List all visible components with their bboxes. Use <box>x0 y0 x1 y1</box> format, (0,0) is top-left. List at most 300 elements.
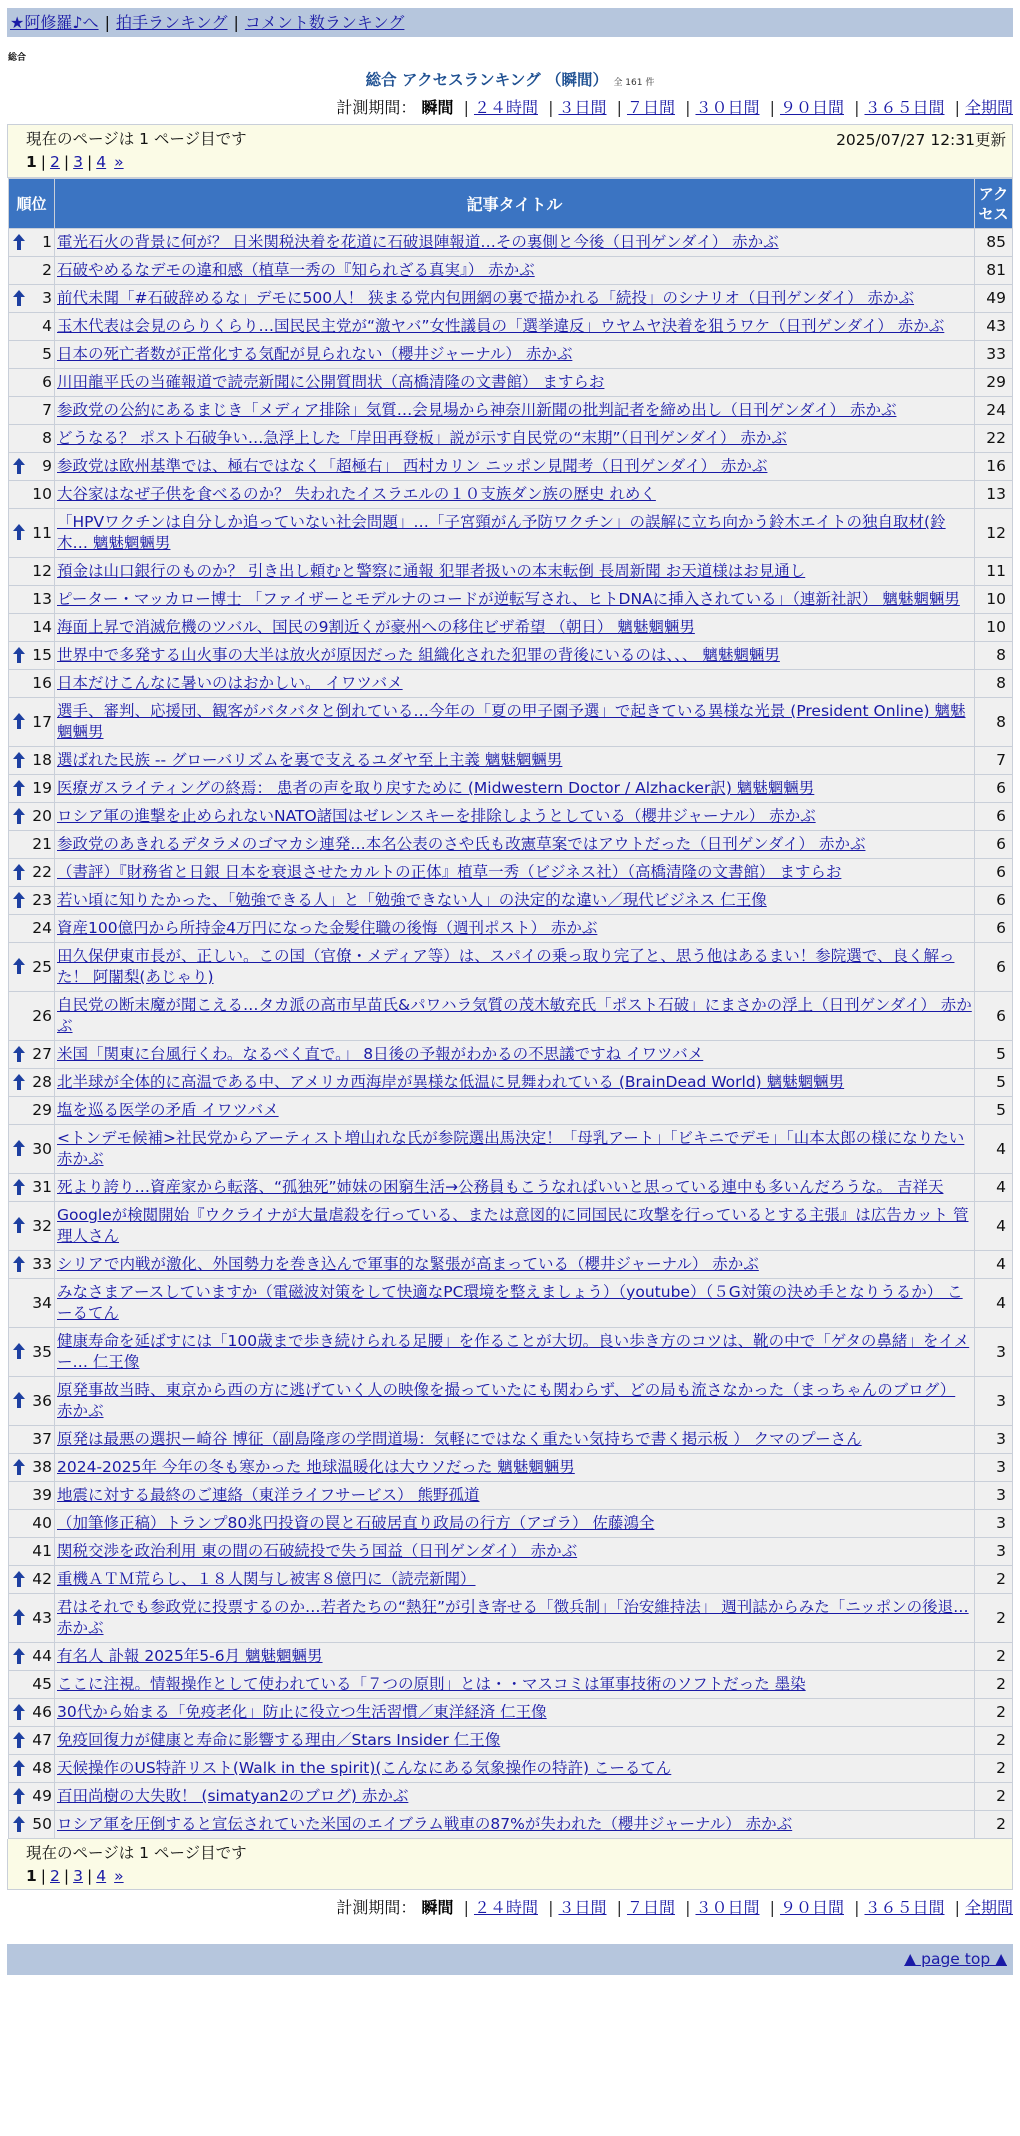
article-link[interactable]: 選手、審判、応援団、観客がバタバタと倒れている…今年の「夏の甲子園予選」で起きている異様な光景 (President Online) 魑魅魍魎男 <box>57 702 966 741</box>
up-arrow-icon <box>13 1459 25 1475</box>
clap-ranking-link[interactable]: 拍手ランキング <box>115 13 228 32</box>
access-count: 13 <box>975 481 1013 509</box>
bottom-bar <box>7 1944 1013 1975</box>
access-count: 12 <box>975 509 1013 558</box>
up-arrow-icon <box>13 234 25 250</box>
title-cell <box>55 887 975 915</box>
article-link[interactable]: 田久保伊東市長が、正しい。この国（官僚・メディア等）は、スパイの乗っ取り完了と、思う他はあるまい！参院選で、良く解った！ 阿闍梨(あじゃり) <box>57 947 955 986</box>
period-all-link[interactable]: 全期間 <box>964 98 1013 117</box>
title-cell <box>55 670 975 698</box>
article-link[interactable]: 参政党は欧州基準では、極右ではなく「超極右」 西村カリン ニッポン見聞考（日刊ゲンダイ） 赤かぶ <box>57 457 768 475</box>
article-link[interactable]: 原発事故当時、東京から西の方に逃げていく人の映像を撮っていたにも関わらず、どの局も流さなかった（まっちゃんのブログ） 赤かぶ <box>57 1381 956 1420</box>
title-cell <box>55 831 975 859</box>
period-365d-link-bottom[interactable]: ３６５日間 <box>864 1898 945 1917</box>
table-row <box>9 1328 1013 1377</box>
up-arrow-icon <box>13 752 25 768</box>
rank-cell <box>9 229 55 257</box>
article-link[interactable]: Googleが検閲開始『ウクライナが大量虐殺を行っている、または意図的に同国民に攻撃を行っているとする主張』は広告カット 管理人さん <box>57 1206 969 1245</box>
table-row <box>9 1454 1013 1482</box>
rank-cell <box>9 1174 55 1202</box>
up-arrow-icon <box>13 1648 25 1664</box>
article-link[interactable]: 石破やめるなデモの違和感（植草一秀の『知られざる真実』） 赤かぶ <box>57 261 535 279</box>
access-count: 16 <box>975 453 1013 481</box>
title-cell <box>55 1328 975 1377</box>
title-cell <box>55 943 975 992</box>
title-cell <box>55 229 975 257</box>
access-count: 3 <box>975 1426 1013 1454</box>
pager-top: 1 | 2 | 3 | 4 » <box>26 153 124 171</box>
rank-number: 39 <box>32 1486 52 1504</box>
rank-cell <box>9 831 55 859</box>
table-row <box>9 1279 1013 1328</box>
title-cell <box>55 1727 975 1755</box>
up-arrow-icon <box>13 1816 25 1832</box>
rank-cell <box>9 285 55 313</box>
article-link[interactable]: 君はそれでも参政党に投票するのか…若者たちの“熱狂”が引き寄せる「徴兵制」「治安維持法」 週刊誌からみた「ニッポンの後退… 赤かぶ <box>57 1598 969 1637</box>
rank-cell <box>9 1643 55 1671</box>
article-link[interactable]: 海面上昇で消滅危機のツバル、国民の9割近くが豪州への移住ビザ希望 （朝日） 魑魅魍魎男 <box>57 618 695 636</box>
rank-cell <box>9 1594 55 1643</box>
article-link[interactable]: 死より誇り…資産家から転落、“孤独死”姉妹の困窮生活→公務員もこうなればいいと思っている連中も多いんだろうな。 吉祥天 <box>57 1178 944 1196</box>
period-365d-link[interactable]: ３６５日間 <box>864 98 945 117</box>
rank-cell <box>9 313 55 341</box>
table-row <box>9 859 1013 887</box>
article-link[interactable]: 塩を巡る医学の矛盾 イワツバメ <box>57 1101 279 1119</box>
access-count: 2 <box>975 1811 1013 1839</box>
table-row <box>9 1202 1013 1251</box>
title-cell <box>55 1538 975 1566</box>
page-title <box>0 68 1020 90</box>
access-count: 29 <box>975 369 1013 397</box>
top-nav-bar: ★阿修羅♪へ | 拍手ランキング | コメント数ランキング <box>7 8 1013 37</box>
table-row <box>9 1510 1013 1538</box>
article-link[interactable]: 関税交渉を政治利用 東の間の石破続投で失う国益（日刊ゲンダイ） 赤かぶ <box>57 1542 578 1560</box>
table-row <box>9 453 1013 481</box>
rank-number: 37 <box>32 1430 52 1448</box>
rank-number: 12 <box>32 562 52 580</box>
period-24h-link-bottom[interactable]: ２４時間 <box>473 1898 538 1917</box>
access-count: 6 <box>975 887 1013 915</box>
comment-ranking-link[interactable]: コメント数ランキング <box>244 13 405 32</box>
table-row <box>9 1643 1013 1671</box>
rank-cell <box>9 1811 55 1839</box>
rank-cell <box>9 257 55 285</box>
header-title: 記事タイトル <box>55 179 975 229</box>
up-arrow-icon <box>13 1179 25 1195</box>
rank-cell <box>9 1482 55 1510</box>
table-row <box>9 747 1013 775</box>
rank-number: 48 <box>32 1759 52 1777</box>
up-arrow-icon <box>13 647 25 663</box>
access-count: 2 <box>975 1594 1013 1643</box>
table-row <box>9 1174 1013 1202</box>
access-count: 10 <box>975 586 1013 614</box>
article-link[interactable]: 日本だけこんなに暑いのはおかしい。 イワツバメ <box>57 674 403 692</box>
article-link[interactable]: 「HPVワクチンは自分しか追っていない社会問題」…「子宮頸がん予防ワクチン」の誤解に立ち向かう鈴木エイトの独自取材(鈴木… 魑魅魍魎男 <box>57 513 946 552</box>
table-row <box>9 257 1013 285</box>
rank-number: 3 <box>42 289 52 307</box>
rank-cell <box>9 481 55 509</box>
rank-cell <box>9 1699 55 1727</box>
title-cell <box>55 1482 975 1510</box>
pager-next[interactable]: » <box>114 153 124 171</box>
table-row <box>9 1069 1013 1097</box>
period-label-bottom: 計測期間： <box>336 1898 417 1917</box>
access-count: 6 <box>975 915 1013 943</box>
table-row <box>9 775 1013 803</box>
rank-number: 11 <box>32 523 52 542</box>
title-cell <box>55 397 975 425</box>
access-count: 4 <box>975 1125 1013 1174</box>
rank-cell <box>9 1377 55 1426</box>
access-count: 6 <box>975 943 1013 992</box>
access-count: 2 <box>975 1783 1013 1811</box>
rank-cell <box>9 397 55 425</box>
up-arrow-icon <box>13 1760 25 1776</box>
article-link[interactable]: 百田尚樹の大失敗！ (simatyan2のブログ) 赤かぶ <box>57 1787 409 1805</box>
rank-number: 15 <box>32 646 52 664</box>
rank-number: 7 <box>42 401 52 419</box>
article-link[interactable]: 健康寿命を延ばすには「100歳まで歩き続けられる足腰」を作ることが大切。良い歩き方のコツは、靴の中で「ゲタの鼻緒」をイメー… 仁王像 <box>57 1332 970 1371</box>
period-90d-link-bottom[interactable]: ９０日間 <box>779 1898 844 1917</box>
up-arrow-icon <box>13 1732 25 1748</box>
table-row <box>9 670 1013 698</box>
article-link[interactable]: 地震に対する最終のご連絡（東洋ライフサービス） 熊野孤道 <box>57 1486 480 1504</box>
pager-page-4[interactable]: 4 <box>96 153 107 171</box>
period-90d-link[interactable]: ９０日間 <box>779 98 844 117</box>
access-count: 11 <box>975 558 1013 586</box>
title-cell <box>55 257 975 285</box>
title-cell <box>55 285 975 313</box>
up-arrow-icon <box>13 524 25 540</box>
table-row <box>9 397 1013 425</box>
period-all-link-bottom[interactable]: 全期間 <box>964 1898 1013 1917</box>
title-cell <box>55 425 975 453</box>
up-arrow-icon <box>13 458 25 474</box>
rank-number: 21 <box>32 835 52 853</box>
title-cell <box>55 1251 975 1279</box>
up-arrow-icon <box>13 1704 25 1720</box>
access-count: 6 <box>975 992 1013 1041</box>
article-link[interactable]: 医療ガスライティングの終焉： 患者の声を取り戻すために (Midwestern Doctor / Alzhacker訳) 魑魅魍魎男 <box>57 779 815 797</box>
pager-page-2[interactable]: 2 <box>50 153 60 171</box>
rank-cell <box>9 558 55 586</box>
title-cell <box>55 775 975 803</box>
title-cell <box>55 369 975 397</box>
table-row <box>9 1671 1013 1699</box>
rank-number: 49 <box>32 1787 52 1805</box>
access-count: 85 <box>975 229 1013 257</box>
table-row <box>9 369 1013 397</box>
title-cell <box>55 915 975 943</box>
pager-bottom: 1 | 2 | 3 | 4 » <box>26 1867 124 1885</box>
title-cell <box>55 1699 975 1727</box>
table-row <box>9 915 1013 943</box>
article-link[interactable]: 原発は最悪の選択ー崎谷 博征（副島隆彦の学問道場：気軽にではなく重たい気持ちで書く掲示板 ） クマのプーさん <box>57 1430 862 1448</box>
rank-cell <box>9 775 55 803</box>
table-row <box>9 1097 1013 1125</box>
up-arrow-icon <box>13 1074 25 1090</box>
access-count: 3 <box>975 1510 1013 1538</box>
table-row <box>9 1377 1013 1426</box>
rank-number: 25 <box>32 957 52 976</box>
table-row <box>9 1699 1013 1727</box>
current-page-text-bottom: 現在のページは 1 ページ目です <box>26 1844 247 1862</box>
rank-number: 26 <box>32 1006 52 1025</box>
access-count: 2 <box>975 1566 1013 1594</box>
rank-cell <box>9 614 55 642</box>
rank-number: 8 <box>42 429 52 447</box>
rank-cell <box>9 698 55 747</box>
rank-number: 19 <box>32 779 52 797</box>
article-link[interactable]: 川田龍平氏の当確報道で読売新聞に公開質問状（高橋清隆の文書館） ますらお <box>57 373 605 391</box>
table-row <box>9 943 1013 992</box>
table-row <box>9 586 1013 614</box>
rank-number: 38 <box>32 1458 52 1476</box>
access-count: 6 <box>975 831 1013 859</box>
pager-page-2-bottom[interactable]: 2 <box>50 1867 60 1885</box>
up-arrow-icon <box>13 892 25 908</box>
period-30d-link[interactable]: ３０日間 <box>695 98 760 117</box>
article-link[interactable]: 免疫回復力が健康と寿命に影響する理由／Stars Insider 仁王像 <box>57 1731 501 1749</box>
article-link[interactable]: 北半球が全体的に高温である中、アメリカ西海岸が異様な低温に見舞われている (BrainDead World) 魑魅魍魎男 <box>57 1073 845 1091</box>
access-count: 81 <box>975 257 1013 285</box>
access-count: 4 <box>975 1174 1013 1202</box>
article-link[interactable]: 前代未聞「#石破辞めるな」デモに500人！ 狭まる党内包囲網の裏で描かれる「続投」のシナリオ（日刊ゲンダイ） 赤かぶ <box>57 289 915 307</box>
rank-cell <box>9 425 55 453</box>
title-cell <box>55 1069 975 1097</box>
article-link[interactable]: 世界中で多発する山火事の大半は放火が原因だった 組織化された犯罪の背後にいるのは、、、 魑魅魍魎男 <box>57 646 780 664</box>
table-row <box>9 1566 1013 1594</box>
period-7d-link-bottom[interactable]: ７日間 <box>626 1898 675 1917</box>
rank-number: 4 <box>42 317 52 335</box>
article-link[interactable]: 自民党の断末魔が聞こえる…タカ派の高市早苗氏&パワハラ気質の茂木敏充氏「ポスト石破」にまさかの浮上（日刊ゲンダイ） 赤かぶ <box>57 996 972 1035</box>
rank-number: 22 <box>32 863 52 881</box>
access-count: 6 <box>975 803 1013 831</box>
table-row <box>9 642 1013 670</box>
access-count: 4 <box>975 1251 1013 1279</box>
rank-cell <box>9 887 55 915</box>
rank-cell <box>9 1069 55 1097</box>
access-count: 4 <box>975 1202 1013 1251</box>
rank-number: 44 <box>32 1647 52 1665</box>
table-row <box>9 313 1013 341</box>
rank-cell <box>9 1755 55 1783</box>
article-link[interactable]: （書評）『財務省と日銀 日本を衰退させたカルトの正体』植草一秀（ビジネス社）（高橋清隆の文書館） ますらお <box>57 863 842 881</box>
article-link[interactable]: ここに注視。情報操作として使われている「７つの原則」とは・・マスコミは軍事技術のソフトだった 墨染 <box>57 1675 806 1693</box>
rank-cell <box>9 341 55 369</box>
rank-cell <box>9 1041 55 1069</box>
rank-cell <box>9 369 55 397</box>
period-selector-top: 計測期間： 瞬間 | ２４時間 | ３日間 | ７日間 | ３０日間 | ９０日間 | ３６５日間 | 全期間 <box>336 98 1013 117</box>
article-link[interactable]: 電光石火の背景に何が？ 日米関税決着を花道に石破退陣報道…その裏側と今後（日刊ゲンダイ） 赤かぶ <box>57 233 779 251</box>
pager-page-4-bottom[interactable]: 4 <box>96 1867 107 1885</box>
access-count: 10 <box>975 614 1013 642</box>
access-count: 3 <box>975 1454 1013 1482</box>
rank-number: 16 <box>32 674 52 692</box>
title-cell <box>55 614 975 642</box>
title-cell <box>55 1510 975 1538</box>
table-row <box>9 831 1013 859</box>
table-row <box>9 698 1013 747</box>
article-link[interactable]: 大谷家はなぜ子供を食べるのか？ 失われたイスラエルの１０支族ダン族の歴史 れめく <box>57 485 656 503</box>
rank-number: 5 <box>42 345 52 363</box>
period-24h-link[interactable]: ２４時間 <box>473 98 538 117</box>
access-count: 3 <box>975 1377 1013 1426</box>
article-link[interactable]: （加筆修正稿）トランプ80兆円投資の罠と石破居直り政局の行方（アゴラ） 佐藤鴻全 <box>57 1514 655 1532</box>
updated-time: 2025/07/27 12:31更新 <box>836 131 1006 149</box>
rank-cell <box>9 1566 55 1594</box>
table-row <box>9 1811 1013 1839</box>
rank-cell <box>9 642 55 670</box>
rank-cell <box>9 1538 55 1566</box>
access-count: 5 <box>975 1069 1013 1097</box>
article-link[interactable]: 参政党の公約にあるまじき「メディア排除」気質…会見場から神奈川新聞の批判記者を締め出し（日刊ゲンダイ） 赤かぶ <box>57 401 897 419</box>
rank-cell <box>9 943 55 992</box>
article-link[interactable]: シリアで内戦が激化、外国勢力を巻き込んで軍事的な緊張が高まっている（櫻井ジャーナル） 赤かぶ <box>57 1255 759 1273</box>
title-cell <box>55 558 975 586</box>
article-link[interactable]: ロシア軍の進撃を止められないNATO諸国はゼレンスキーを排除しようとしている（櫻井ジャーナル） 赤かぶ <box>57 807 816 825</box>
rank-cell <box>9 915 55 943</box>
rank-number: 34 <box>32 1293 52 1312</box>
rank-cell <box>9 992 55 1041</box>
article-link[interactable]: ロシア軍を圧倒すると宣伝されていた米国のエイブラム戦車の87%が失われた（櫻井ジャーナル） 赤かぶ <box>57 1815 793 1833</box>
article-link[interactable]: 参政党のあきれるデタラメのゴマカシ連発…本名公表のさや氏も改憲草案ではアウトだった（日刊ゲンダイ） 赤かぶ <box>57 835 866 853</box>
pager-next-bottom[interactable]: » <box>114 1867 124 1885</box>
rank-number: 35 <box>32 1342 52 1361</box>
table-row <box>9 1727 1013 1755</box>
table-row <box>9 425 1013 453</box>
page-top-link[interactable]: ▲ page top ▲ <box>904 1950 1007 1968</box>
access-count: 2 <box>975 1671 1013 1699</box>
access-count: 2 <box>975 1727 1013 1755</box>
rank-cell <box>9 1251 55 1279</box>
category-label: 総合 <box>8 53 27 63</box>
table-row <box>9 803 1013 831</box>
access-count: 8 <box>975 670 1013 698</box>
up-arrow-icon <box>13 1609 25 1625</box>
rank-number: 20 <box>32 807 52 825</box>
up-arrow-icon <box>13 1788 25 1804</box>
access-count: 2 <box>975 1755 1013 1783</box>
table-row <box>9 341 1013 369</box>
article-link[interactable]: 重機ＡＴＭ荒らし、１８人関与し被害８億円に（読売新聞） <box>57 1570 476 1588</box>
title-cell <box>55 509 975 558</box>
rank-number: 9 <box>42 457 52 475</box>
title-cell <box>55 341 975 369</box>
access-count: 7 <box>975 747 1013 775</box>
rank-number: 13 <box>32 590 52 608</box>
title-cell <box>55 1594 975 1643</box>
access-count: 43 <box>975 313 1013 341</box>
period-current: 瞬間 <box>421 98 454 117</box>
article-link[interactable]: 30代から始まる「免疫老化」防止に役立つ生活習慣／東洋経済 仁王像 <box>57 1703 547 1721</box>
period-7d-link[interactable]: ７日間 <box>626 98 675 117</box>
rank-cell <box>9 1097 55 1125</box>
rank-cell <box>9 453 55 481</box>
period-3d-link-bottom[interactable]: ３日間 <box>558 1898 607 1917</box>
access-count: 2 <box>975 1643 1013 1671</box>
article-link[interactable]: 資産100億円から所持金4万円になった金髪住職の後悔（週刊ポスト） 赤かぶ <box>57 919 598 937</box>
page-title-text: 総合 アクセスランキング （瞬間） <box>365 71 609 89</box>
up-arrow-icon <box>13 1392 25 1408</box>
rank-cell <box>9 1426 55 1454</box>
rank-number: 6 <box>42 373 52 391</box>
access-count: 33 <box>975 341 1013 369</box>
period-3d-link[interactable]: ３日間 <box>558 98 607 117</box>
article-link[interactable]: 米国「関東に台風行くわ。なるべく直で。」 8日後の予報がわかるの不思議ですね イワツバメ <box>57 1045 704 1063</box>
article-link[interactable]: 選ばれた民族 -- グローバリズムを裏で支えるユダヤ至上主義 魑魅魍魎男 <box>57 751 563 769</box>
article-link[interactable]: 2024-2025年 今年の冬も寒かった 地球温暖化は大ウソだった 魑魅魍魎男 <box>57 1458 575 1476</box>
article-link[interactable]: <トンデモ候補>社民党からアーティスト増山れな氏が参院選出馬決定！「母乳アート」「ビキニでデモ」「山本太郎の様になりたい 赤かぶ <box>57 1129 965 1168</box>
rank-number: 1 <box>42 233 52 251</box>
table-row <box>9 1538 1013 1566</box>
article-link[interactable]: 有名人 訃報 2025年5-6月 魑魅魍魎男 <box>57 1647 323 1665</box>
article-link[interactable]: どうなる？ ポスト石破争い…急浮上した「岸田再登板」説が示す自民党の“末期”（日刊ゲンダイ） 赤かぶ <box>57 429 787 447</box>
period-30d-link-bottom[interactable]: ３０日間 <box>695 1898 760 1917</box>
up-arrow-icon <box>13 1571 25 1587</box>
page-info-bottom <box>7 1839 1013 1890</box>
rank-cell <box>9 1783 55 1811</box>
access-count: 49 <box>975 285 1013 313</box>
table-row <box>9 1125 1013 1174</box>
table-row <box>9 509 1013 558</box>
rank-cell <box>9 1671 55 1699</box>
article-link[interactable]: みなさまアースしていますか（電磁波対策をして快適なPC環境を整えましょう）（youtube）（５G対策の決め手となりうるか） こーるてん <box>57 1283 963 1322</box>
up-arrow-icon <box>13 713 25 729</box>
page-info-top <box>7 124 1013 178</box>
rank-number: 40 <box>32 1514 52 1532</box>
rank-number: 29 <box>32 1101 52 1119</box>
title-cell <box>55 1125 975 1174</box>
pager-page-3[interactable]: 3 <box>73 153 84 171</box>
table-row <box>9 1041 1013 1069</box>
access-count: 3 <box>975 1482 1013 1510</box>
title-cell <box>55 1783 975 1811</box>
title-cell <box>55 453 975 481</box>
article-link[interactable]: 日本の死亡者数が正常化する気配が見られない（櫻井ジャーナル） 赤かぶ <box>57 345 573 363</box>
pager-current-bottom: 1 <box>26 1867 37 1885</box>
title-cell <box>55 586 975 614</box>
access-count: 3 <box>975 1538 1013 1566</box>
up-arrow-icon <box>13 1140 25 1156</box>
rank-number: 30 <box>32 1139 52 1158</box>
title-cell <box>55 1566 975 1594</box>
rank-cell <box>9 1202 55 1251</box>
rank-number: 2 <box>42 261 52 279</box>
table-row <box>9 1755 1013 1783</box>
table-row <box>9 614 1013 642</box>
title-cell <box>55 1811 975 1839</box>
article-link[interactable]: ピーター・マッカロー博士 「ファイザーとモデルナのコードが逆転写され、ヒトDNAに挿入されている」（連新社訳） 魑魅魍魎男 <box>57 590 960 608</box>
access-count: 2 <box>975 1699 1013 1727</box>
article-link[interactable]: 天候操作のUS特許リスト(Walk in the spirit)(こんなにある気象操作の特許) こーるてん <box>57 1759 672 1777</box>
ranking-rows <box>9 229 1013 1839</box>
article-link[interactable]: 預金は山口銀行のものか？ 引き出し頼むと警察に通報 犯罪者扱いの本末転倒 長周新聞 お天道様はお見通し <box>57 562 806 580</box>
ranking-table <box>8 178 1013 1839</box>
article-link[interactable]: 玉木代表は会見のらりくらり…国民民主党が“激ヤバ”女性議員の「選挙違反」ウヤムヤ決着を狙うワケ（日刊ゲンダイ） 赤かぶ <box>57 317 945 335</box>
table-row <box>9 1783 1013 1811</box>
access-count: 4 <box>975 1279 1013 1328</box>
up-arrow-icon <box>13 1217 25 1233</box>
home-link[interactable]: ★阿修羅♪へ <box>10 13 99 32</box>
period-current-bottom: 瞬間 <box>421 1898 454 1917</box>
table-row <box>9 1594 1013 1643</box>
table-row <box>9 1251 1013 1279</box>
article-link[interactable]: 若い頃に知りたかった、「勉強できる人」と「勉強できない人」の決定的な違い／現代ビジネス 仁王像 <box>57 891 767 909</box>
table-row <box>9 558 1013 586</box>
pager-page-3-bottom[interactable]: 3 <box>73 1867 84 1885</box>
